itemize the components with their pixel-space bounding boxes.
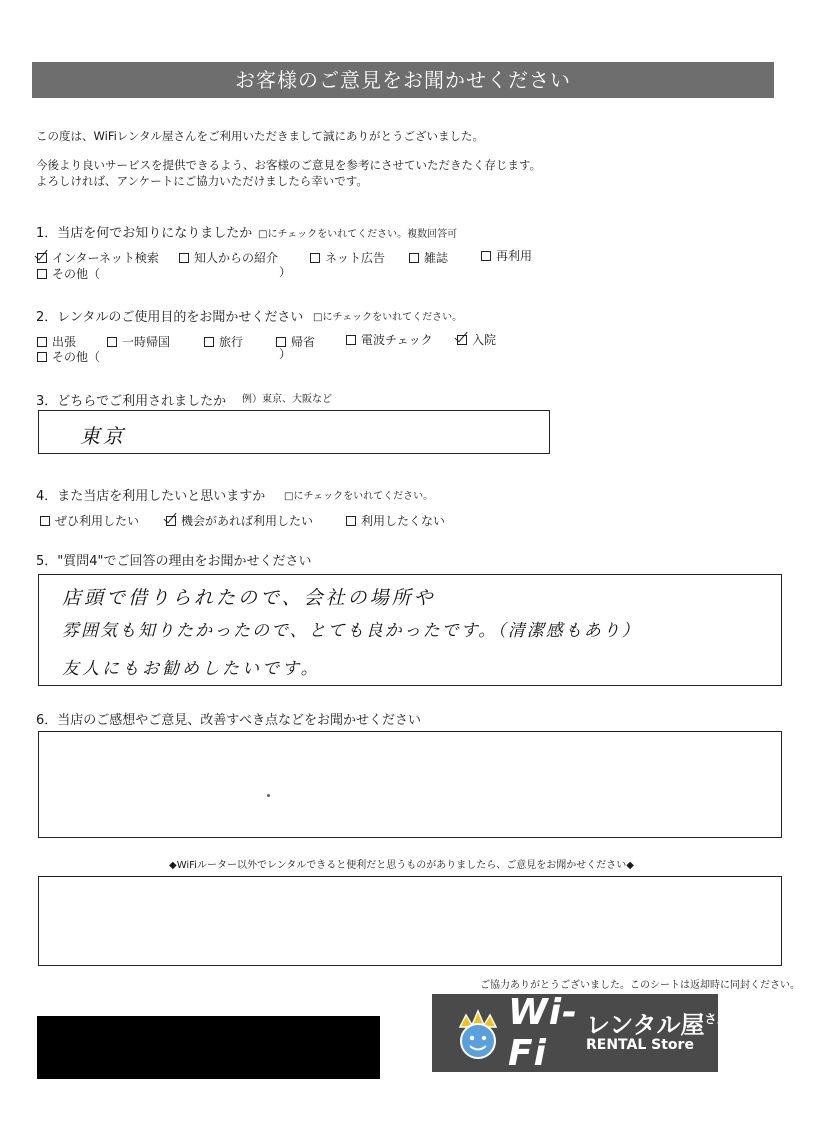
extra-answer-box[interactable] [38, 876, 782, 966]
extra-prompt: ◆WiFiルーター以外でレンタルできると便利だと思うものがありましたら、ご意見をお聞かせください◆ [169, 860, 634, 871]
q2-hint: □にチェックをいれてください。 [313, 312, 463, 323]
checkbox[interactable] [37, 337, 47, 347]
checkbox[interactable] [204, 337, 214, 347]
q2-other-close: ） [279, 347, 292, 361]
q6-title: 6．当店のご感想やご意見、改善すべき点などをお聞かせください [36, 713, 422, 728]
q1-option-referral[interactable]: 知人からの紹介 [179, 249, 278, 266]
q6-answer-box[interactable] [38, 731, 782, 838]
checkbox[interactable] [179, 253, 189, 263]
q1-other-close: ） [279, 265, 292, 279]
redacted-area [37, 1016, 380, 1079]
q1-title: 1．当店を何でお知りになりましたか [36, 226, 253, 241]
q2-option-business[interactable]: 出張 [37, 333, 76, 350]
checkbox[interactable] [107, 337, 117, 347]
logo-en-text: RENTAL Store [586, 1037, 694, 1054]
q2-option-homecoming[interactable]: 帰省 [276, 333, 315, 350]
q3-hint: 例）東京、大阪など [242, 394, 332, 405]
q4-hint: □にチェックをいれてください。 [284, 491, 434, 502]
q1-option-other[interactable]: その他（ [37, 265, 100, 282]
q5-answer-line-2: 雰囲気も知りたかったので、とても良かったです。（清潔感もあり） [62, 621, 641, 641]
checkbox-checked[interactable] [37, 253, 47, 263]
checkbox[interactable] [37, 269, 47, 279]
checkbox-checked[interactable] [457, 335, 467, 345]
footer-note: ご協力ありがとうございました。このシートは返却時に同封ください。 [480, 980, 800, 991]
q1-hint: □にチェックをいれてください。複数回答可 [258, 229, 458, 240]
q4-option-no[interactable]: 利用したくない [346, 512, 445, 529]
q3-title: 3．どちらでご利用されましたか [36, 394, 227, 409]
q2-option-hospital[interactable]: 入院 [457, 331, 496, 348]
checkbox[interactable] [346, 516, 356, 526]
checkbox[interactable] [346, 335, 356, 345]
q3-handwritten-answer: 東京 [80, 424, 126, 448]
q5-answer-line-3: 友人にもお勧めしたいです。 [62, 659, 321, 679]
logo-san-text: さん [704, 1012, 729, 1027]
q4-option-if-opportunity[interactable]: 機会があれば利用したい [166, 512, 313, 529]
crown-mascot-icon [450, 1005, 506, 1061]
q1-option-reuse[interactable]: 再利用 [481, 247, 532, 264]
checkbox[interactable] [40, 516, 50, 526]
survey-title: お客様のご意見をお聞かせください [32, 62, 774, 98]
q5-answer-line-1: 店頭で借りられたので、会社の場所や [62, 587, 436, 609]
logo-wifi-text: Wi-Fi [508, 992, 578, 1074]
intro-thanks: この度は、WiFiレンタル屋さんをご利用いただきまして誠にありがとうございました。 [36, 129, 485, 143]
logo-jp-text: レンタル屋 [586, 1011, 705, 1040]
q2-title: 2．レンタルのご使用目的をお聞かせください [36, 310, 304, 325]
q4-title: 4．また当店を利用したいと思いますか [36, 489, 266, 504]
q2-option-travel[interactable]: 旅行 [204, 333, 243, 350]
q1-option-magazine[interactable]: 雑誌 [409, 249, 448, 266]
q2-option-other[interactable]: その他（ [37, 348, 100, 365]
checkbox[interactable] [481, 251, 491, 261]
q1-option-internet[interactable]: インターネット検索 [37, 249, 159, 266]
scan-speck [267, 794, 270, 797]
checkbox[interactable] [37, 352, 47, 362]
q1-option-ad[interactable]: ネット広告 [310, 249, 385, 266]
checkbox[interactable] [310, 253, 320, 263]
q5-title: 5．"質問4"でご回答の理由をお聞かせください [36, 554, 312, 569]
q4-option-definitely[interactable]: ぜひ利用したい [40, 512, 139, 529]
wifi-rental-logo [432, 992, 729, 1074]
checkbox[interactable] [409, 253, 419, 263]
q2-option-temp-return[interactable]: 一時帰国 [107, 333, 170, 350]
checkbox-checked[interactable] [166, 516, 176, 526]
intro-purpose: 今後より良いサービスを提供できるよう、お客様のご意見を参考にさせていただきたく存じます。 [36, 158, 542, 172]
q2-option-signal-check[interactable]: 電波チェック [346, 331, 433, 348]
intro-request: よろしければ、アンケートにご協力いただけましたら幸いです。 [36, 174, 368, 188]
